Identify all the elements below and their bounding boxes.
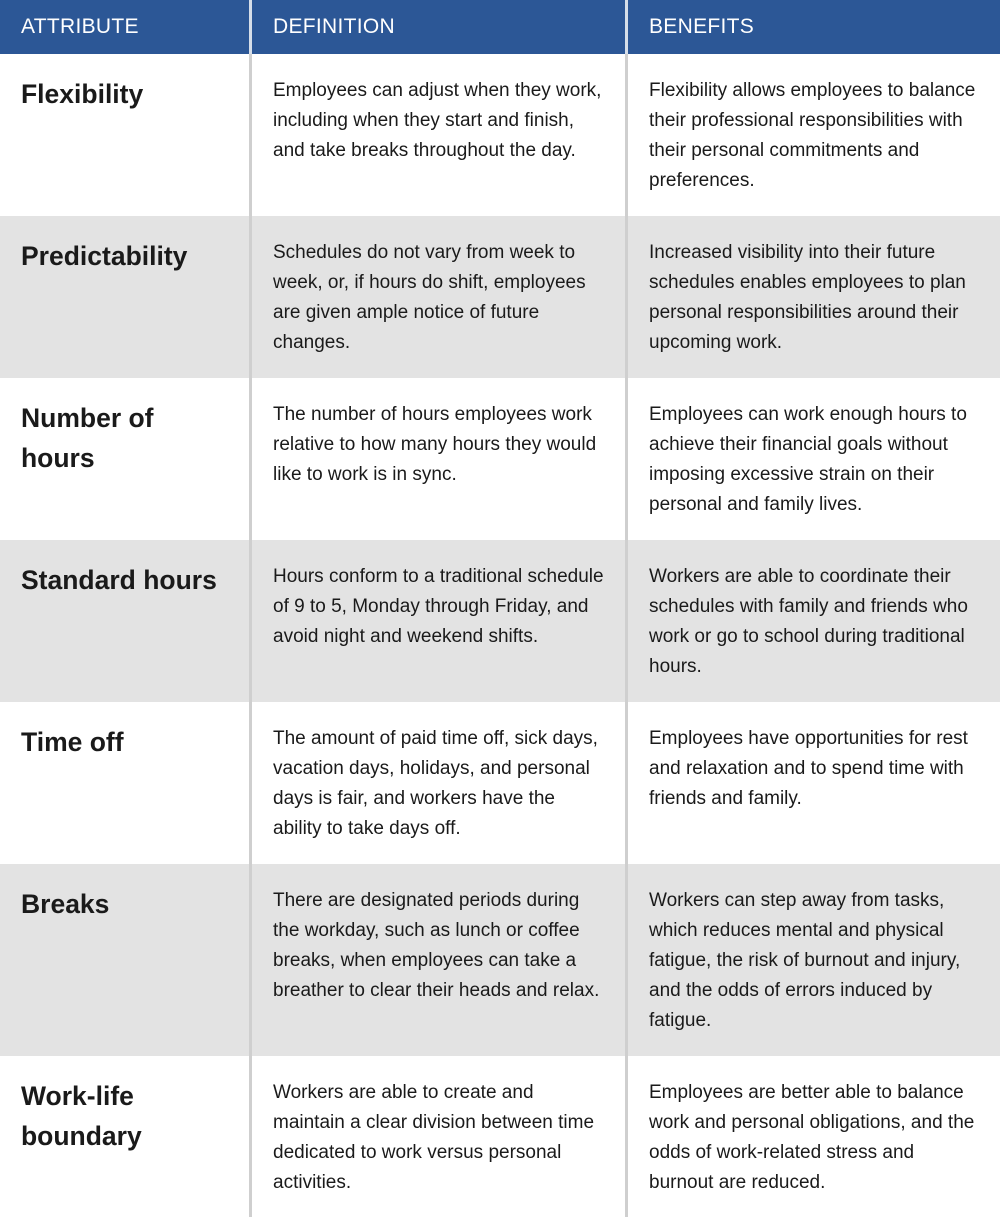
attribute-cell: Standard hours	[0, 540, 249, 702]
header-attribute: ATTRIBUTE	[0, 0, 249, 54]
definition-cell: Hours conform to a traditional schedule of 9 to 5, Monday through Friday, and avoid night and weekend shifts.	[249, 540, 625, 702]
definition-cell: There are designated periods during the workday, such as lunch or coffee breaks, when employees can take a breather to clear their heads and relax.	[249, 864, 625, 1056]
benefits-cell: Employees can work enough hours to achieve their financial goals without imposing excessive strain on their personal and family lives.	[625, 378, 1000, 540]
benefits-cell: Flexibility allows employees to balance their professional responsibilities with their personal commitments and preferences.	[625, 54, 1000, 216]
benefits-cell: Employees have opportunities for rest and relaxation and to spend time with friends and family.	[625, 702, 1000, 864]
attribute-cell: Breaks	[0, 864, 249, 1056]
benefits-cell: Employees are better able to balance work and personal obligations, and the odds of work-related stress and burnout are reduced.	[625, 1056, 1000, 1217]
definition-cell: Workers are able to create and maintain a clear division between time dedicated to work versus personal activities.	[249, 1056, 625, 1217]
header-definition: DEFINITION	[249, 0, 625, 54]
attribute-cell: Predictability	[0, 216, 249, 378]
benefits-cell: Workers are able to coordinate their schedules with family and friends who work or go to school during traditional hours.	[625, 540, 1000, 702]
attribute-cell: Work-life boundary	[0, 1056, 249, 1217]
benefits-cell: Workers can step away from tasks, which reduces mental and physical fatigue, the risk of burnout and injury, and the odds of errors induced by fatigue.	[625, 864, 1000, 1056]
definition-cell: The amount of paid time off, sick days, vacation days, holidays, and personal days is fair, and workers have the ability to take days off.	[249, 702, 625, 864]
header-benefits: BENEFITS	[625, 0, 1000, 54]
definition-cell: Schedules do not vary from week to week, or, if hours do shift, employees are given ample notice of future changes.	[249, 216, 625, 378]
attribute-cell: Flexibility	[0, 54, 249, 216]
definition-cell: The number of hours employees work relative to how many hours they would like to work is in sync.	[249, 378, 625, 540]
definition-cell: Employees can adjust when they work, including when they start and finish, and take breaks throughout the day.	[249, 54, 625, 216]
attribute-cell: Number of hours	[0, 378, 249, 540]
attribute-cell: Time off	[0, 702, 249, 864]
benefits-cell: Increased visibility into their future schedules enables employees to plan personal responsibilities around their upcoming work.	[625, 216, 1000, 378]
